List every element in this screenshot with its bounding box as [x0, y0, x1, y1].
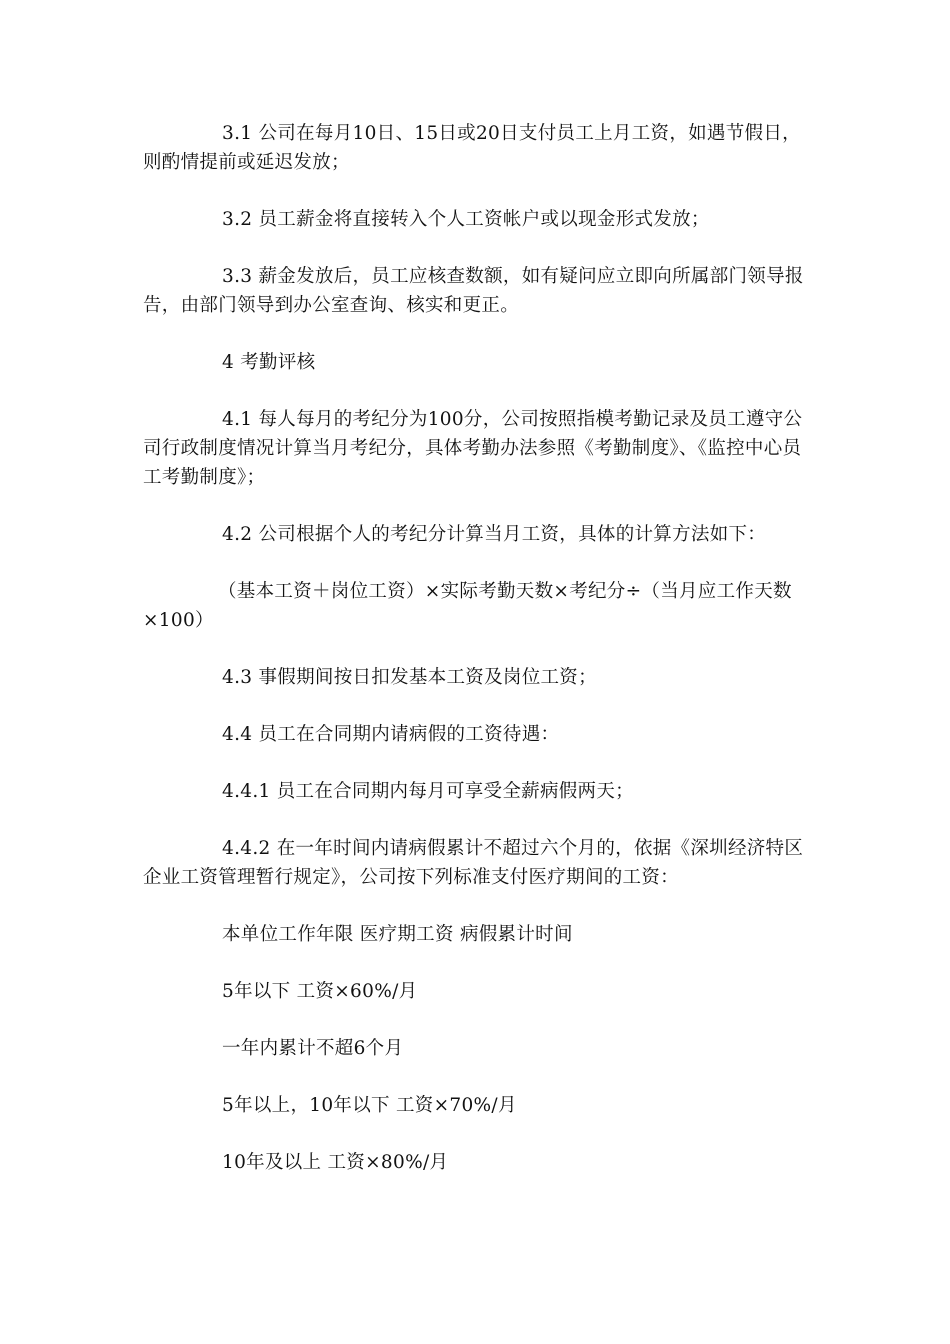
paragraph-4-3: 4.3 事假期间按日扣发基本工资及岗位工资； — [222, 667, 597, 688]
paragraph-4-4-1: 4.4.1 员工在合同期内每月可享受全薪病假两天； — [222, 781, 634, 802]
sick-pay-row-5-to-10-years: 5年以上，10年以下 工资×70%/月 — [222, 1095, 517, 1116]
paragraph-3-1: 3.1 公司在每月10日、15日或20日支付员工上月工资，如遇节假日，则酌情提前或延迟发放； — [143, 123, 801, 173]
sick-pay-row-note: 一年内累计不超6个月 — [222, 1038, 404, 1059]
paragraph-3-3: 3.3 薪金发放后，员工应核查数额，如有疑问应立即向所属部门领导报告，由部门领导到办公室查询、核实和更正。 — [143, 266, 804, 316]
sick-pay-row-under-5-years: 5年以下 工资×60%/月 — [222, 981, 418, 1002]
sick-pay-row-10-plus-years: 10年及以上 工资×80%/月 — [222, 1152, 449, 1173]
section-heading-4: 4 考勤评核 — [222, 352, 316, 373]
document-body — [143, 119, 807, 1205]
paragraph-4-4: 4.4 员工在合同期内请病假的工资待遇： — [222, 724, 560, 745]
paragraph-4-1: 4.1 每人每月的考纪分为100分，公司按照指模考勤记录及员工遵守公司行政制度情况计算当月考纪分，具体考勤办法参照《考勤制度》、《监控中心员工考勤制度》； — [143, 409, 803, 488]
salary-formula: （基本工资＋岗位工资）×实际考勤天数×考纪分÷（当月应工作天数×100） — [143, 581, 792, 631]
paragraph-4-4-2: 4.4.2 在一年时间内请病假累计不超过六个月的，依据《深圳经济特区企业工资管理暂行规定》，公司按下列标准支付医疗期间的工资： — [143, 838, 804, 888]
paragraph-4-2: 4.2 公司根据个人的考纪分计算当月工资，具体的计算方法如下： — [222, 524, 767, 545]
sick-pay-table-header: 本单位工作年限 医疗期工资 病假累计时间 — [222, 924, 573, 945]
paragraph-3-2: 3.2 员工薪金将直接转入个人工资帐户或以现金形式发放； — [222, 209, 710, 230]
